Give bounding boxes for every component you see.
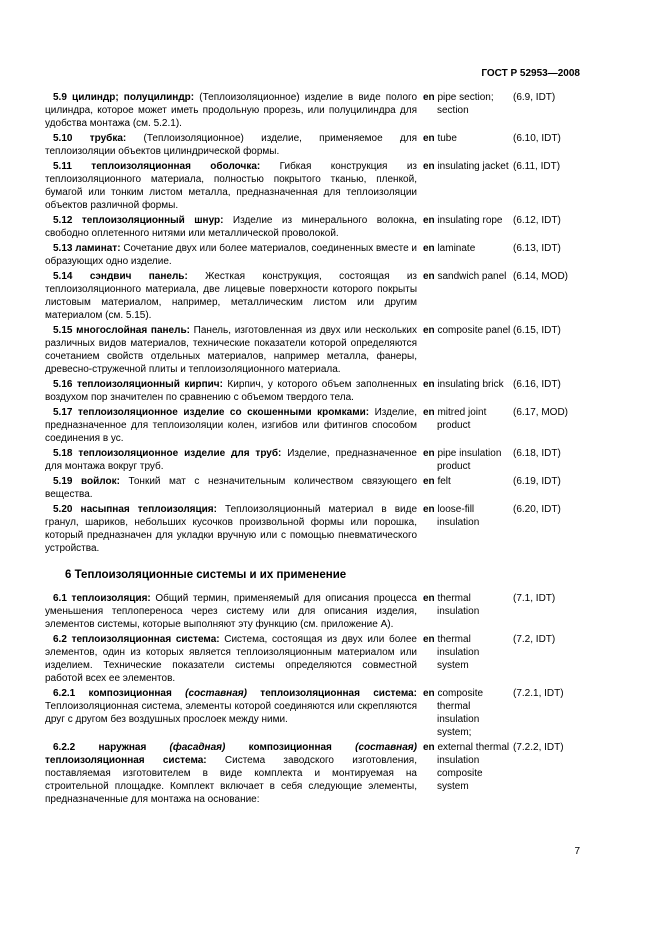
entry-number: 6.1 bbox=[53, 593, 72, 604]
entry-reference-code: (6.11, IDT) bbox=[513, 161, 561, 172]
term-entry bbox=[45, 132, 580, 158]
entry-en-term: pipe insulation product bbox=[437, 448, 502, 472]
term-entry-text bbox=[45, 592, 417, 631]
entry-definition: (Теплоизоляционное) изделие в виде полого цилиндра, которое может иметь продольную прорезь, или полуцилиндра для удобства монтажа (см. 5.2.1). bbox=[45, 92, 418, 129]
entry-english-equivalent bbox=[421, 687, 513, 739]
entry-number: 5.16 bbox=[53, 379, 77, 390]
entry-term: композиционная (составная) теплоизоляционная система: bbox=[88, 688, 417, 699]
term-entry bbox=[45, 160, 580, 212]
entry-term: цилиндр; полуцилиндр: bbox=[72, 92, 195, 103]
term-entry bbox=[45, 475, 580, 501]
en-label: en bbox=[423, 448, 435, 459]
entry-english-equivalent bbox=[421, 160, 513, 173]
entry-en-term: laminate bbox=[437, 243, 476, 254]
en-label: en bbox=[423, 325, 435, 336]
entry-definition: Система, состоящая из двух или более элементов, один из которых является теплоизоляционным материалом или изделием. Технические показатели системы определяются совместной работой всех ее элементов. bbox=[45, 634, 417, 684]
en-label: en bbox=[423, 271, 435, 282]
entry-reference-code: (6.17, MOD) bbox=[513, 407, 569, 418]
entry-en-term: sandwich panel bbox=[437, 271, 507, 282]
entry-english-equivalent bbox=[421, 592, 513, 618]
entry-reference-code: (7.1, IDT) bbox=[513, 593, 556, 604]
doc-number-header: ГОСТ Р 52953—2008 bbox=[481, 68, 580, 79]
term-entry-text bbox=[45, 406, 417, 445]
en-label: en bbox=[423, 243, 435, 254]
entry-term: ламинат: bbox=[75, 243, 121, 254]
en-label: en bbox=[423, 379, 435, 390]
entry-en-term: mitred joint product bbox=[437, 407, 487, 431]
entry-number: 6.2.2 bbox=[53, 742, 99, 753]
entry-en-term: insulating brick bbox=[437, 379, 504, 390]
term-entry bbox=[45, 592, 580, 631]
entry-term: теплоизоляционное изделие для труб: bbox=[78, 448, 282, 459]
entry-reference-code: (6.9, IDT) bbox=[513, 92, 556, 103]
entry-en-term: insulating rope bbox=[437, 215, 503, 226]
entry-english-equivalent bbox=[421, 406, 513, 432]
entry-en-term: thermal insulation system bbox=[437, 634, 480, 671]
entry-definition: Панель, изготовленная из двух или нескольких различных видов материалов, технические показатели которой определяются сочетанием свойств отдельных материалов, например металла, фанеры, древесно-стружечной плиты и теплоизоляционного материала. bbox=[45, 325, 418, 375]
entry-definition: Жесткая конструкция, состоящая из теплоизоляционного материала, две лицевые поверхности которого покрыты листовым материалом, например, металлическим листом или другим материалом (см. 5.15). bbox=[45, 271, 418, 321]
entry-term: теплоизоляционное изделие со скошенными кромками: bbox=[77, 407, 370, 418]
en-label: en bbox=[423, 634, 435, 645]
entry-reference-code: (6.20, IDT) bbox=[513, 504, 561, 515]
term-entry-text bbox=[45, 633, 417, 685]
entry-english-equivalent bbox=[421, 242, 513, 255]
entry-reference-code: (6.12, IDT) bbox=[513, 215, 561, 226]
term-entry-text bbox=[45, 475, 417, 501]
entry-definition: Кирпич, у которого объем заполненных воздухом пор значителен по сравнению с объемом твердого тела. bbox=[45, 379, 417, 403]
term-entry-text bbox=[45, 378, 417, 404]
entry-en-term: felt bbox=[437, 476, 451, 487]
entry-reference-code: (6.15, IDT) bbox=[513, 325, 561, 336]
en-label: en bbox=[423, 593, 435, 604]
entry-definition: Теплоизоляционный материал в виде гранул, шариков, небольших кусочков произвольной формы или порошка, который предназначен для укладки вручную или с помощью пневматического устройства. bbox=[45, 504, 417, 554]
term-entry-text bbox=[45, 741, 417, 806]
entry-en-term: insulating jacket bbox=[437, 161, 509, 172]
entry-reference-code: (7.2, IDT) bbox=[513, 634, 556, 645]
term-entry bbox=[45, 503, 580, 555]
en-label: en bbox=[423, 161, 435, 172]
entry-term: войлок: bbox=[81, 476, 120, 487]
entry-reference-code: (6.13, IDT) bbox=[513, 243, 561, 254]
entry-english-equivalent bbox=[421, 324, 513, 337]
en-label: en bbox=[423, 407, 435, 418]
entry-english-equivalent bbox=[421, 378, 513, 391]
term-entry bbox=[45, 447, 580, 473]
entry-term: многослойная панель: bbox=[76, 325, 190, 336]
en-label: en bbox=[423, 742, 435, 753]
term-entry-text bbox=[45, 160, 417, 212]
entry-en-term: tube bbox=[437, 133, 457, 144]
entry-english-equivalent bbox=[421, 741, 513, 793]
terms-list bbox=[45, 91, 580, 808]
entry-number: 5.17 bbox=[53, 407, 78, 418]
entry-reference-code: (6.19, IDT) bbox=[513, 476, 561, 487]
term-entry-text bbox=[45, 132, 417, 158]
entry-number: 6.2.1 bbox=[53, 688, 89, 699]
term-entry bbox=[45, 214, 580, 240]
entry-definition: Общий термин, применяемый для описания процесса уменьшения теплопереноса через систему или для описания изделия, элементов системы, которые выполняют эту функцию (см. приложение А). bbox=[45, 593, 417, 630]
entry-english-equivalent bbox=[421, 270, 513, 283]
en-label: en bbox=[423, 476, 435, 487]
page-number: 7 bbox=[574, 846, 580, 857]
entry-en-term: composite thermal insulation system; bbox=[437, 688, 484, 738]
entry-term: теплоизоляция: bbox=[71, 593, 151, 604]
en-label: en bbox=[423, 504, 435, 515]
entry-english-equivalent bbox=[421, 633, 513, 672]
entry-en-term: loose-fill insulation bbox=[437, 504, 480, 528]
entry-reference-code: (7.2.1, IDT) bbox=[513, 688, 564, 699]
entry-number: 5.18 bbox=[53, 448, 79, 459]
term-entry-text bbox=[45, 91, 417, 130]
entry-english-equivalent bbox=[421, 132, 513, 145]
entry-definition: Изделие, предназначенное для монтажа вокруг труб. bbox=[45, 448, 417, 472]
entry-definition: Теплоизоляционная система, элементы которой соединяются или скрепляются друг с другом без воздушных прослоек между ними. bbox=[45, 701, 417, 725]
term-entry bbox=[45, 633, 580, 685]
term-entry-text bbox=[45, 324, 417, 376]
entry-term: насыпная теплоизоляция: bbox=[80, 504, 217, 515]
term-entry bbox=[45, 406, 580, 445]
term-entry bbox=[45, 242, 580, 268]
entry-number: 5.10 bbox=[53, 133, 90, 144]
entry-english-equivalent bbox=[421, 447, 513, 473]
entry-number: 5.12 bbox=[53, 215, 82, 226]
term-entry bbox=[45, 324, 580, 376]
entry-en-term: external thermal insulation composite system bbox=[437, 742, 510, 792]
entry-reference-code: (6.10, IDT) bbox=[513, 133, 561, 144]
entry-reference-code: (7.2.2, IDT) bbox=[513, 742, 564, 753]
entry-term: теплоизоляционный кирпич: bbox=[76, 379, 223, 390]
entry-term: сэндвич панель: bbox=[89, 271, 188, 282]
entry-reference-code: (6.14, MOD) bbox=[513, 271, 569, 282]
entry-definition: Сочетание двух или более материалов, соединенных вместе и образующих одно изделие. bbox=[45, 243, 417, 267]
entry-number: 5.11 bbox=[53, 161, 92, 172]
entry-definition: Изделие из минерального волокна, свободно оплетенного нитями или металлической проволокой. bbox=[45, 215, 417, 239]
section-heading: 6 Теплоизоляционные системы и их применение bbox=[65, 569, 347, 581]
en-label: en bbox=[423, 688, 435, 699]
entry-number: 5.20 bbox=[53, 504, 81, 515]
entry-definition: Гибкая конструкция из теплоизоляционного материала, полностью покрытого тканью, пленкой, бумагой или тонким листом металла, предназначенная для теплоизоляции объектов различной формы. bbox=[45, 161, 417, 211]
term-entry-text bbox=[45, 503, 417, 555]
entry-term: теплоизоляционный шнур: bbox=[81, 215, 224, 226]
term-entry bbox=[45, 378, 580, 404]
term-entry-text bbox=[45, 242, 417, 268]
entry-number: 6.2 bbox=[53, 634, 72, 645]
entry-english-equivalent bbox=[421, 91, 513, 117]
entry-reference-code: (6.16, IDT) bbox=[513, 379, 561, 390]
entry-en-term: composite panel bbox=[437, 325, 511, 336]
term-entry-text bbox=[45, 270, 417, 322]
entry-english-equivalent bbox=[421, 475, 513, 488]
entry-number: 5.19 bbox=[53, 476, 82, 487]
term-entry bbox=[45, 270, 580, 322]
term-entry-text bbox=[45, 687, 417, 726]
term-entry bbox=[45, 687, 580, 739]
entry-definition: Изделие, предназначенное для теплоизоляции колен, изгибов или фитингов способом соединения в ус. bbox=[45, 407, 417, 444]
entry-term: трубка: bbox=[89, 133, 127, 144]
entry-en-term: thermal insulation bbox=[437, 593, 480, 617]
entry-en-term: pipe section; section bbox=[437, 92, 494, 116]
term-entry-text bbox=[45, 447, 417, 473]
en-label: en bbox=[423, 215, 435, 226]
entry-number: 5.9 bbox=[53, 92, 73, 103]
entry-number: 5.15 bbox=[53, 325, 77, 336]
entry-term: теплоизоляционная оболочка: bbox=[91, 161, 261, 172]
entry-definition: Тонкий мат с незначительным количеством связующего вещества. bbox=[45, 476, 418, 500]
entry-english-equivalent bbox=[421, 503, 513, 529]
entry-definition: Система заводского изготовления, поставляемая изготовителем в виде комплекта и монтируемая на строительной площадке. Комплект включает в себя следующие элементы, предназначенные для монтажа на основание: bbox=[45, 755, 417, 805]
entry-english-equivalent bbox=[421, 214, 513, 227]
entry-number: 5.14 bbox=[53, 271, 90, 282]
term-entry bbox=[45, 91, 580, 130]
entry-reference-code: (6.18, IDT) bbox=[513, 448, 561, 459]
entry-definition: (Теплоизоляционное) изделие, применяемое для теплоизоляции объектов цилиндрической формы. bbox=[45, 133, 418, 157]
entry-term: наружная (фасадная) композиционная (составная) теплоизоляционная система: bbox=[45, 742, 417, 766]
term-entry-text bbox=[45, 214, 417, 240]
entry-number: 5.13 bbox=[53, 243, 76, 254]
en-label: en bbox=[423, 92, 435, 103]
en-label: en bbox=[423, 133, 435, 144]
entry-term: теплоизоляционная система: bbox=[71, 634, 220, 645]
term-entry bbox=[45, 741, 580, 806]
